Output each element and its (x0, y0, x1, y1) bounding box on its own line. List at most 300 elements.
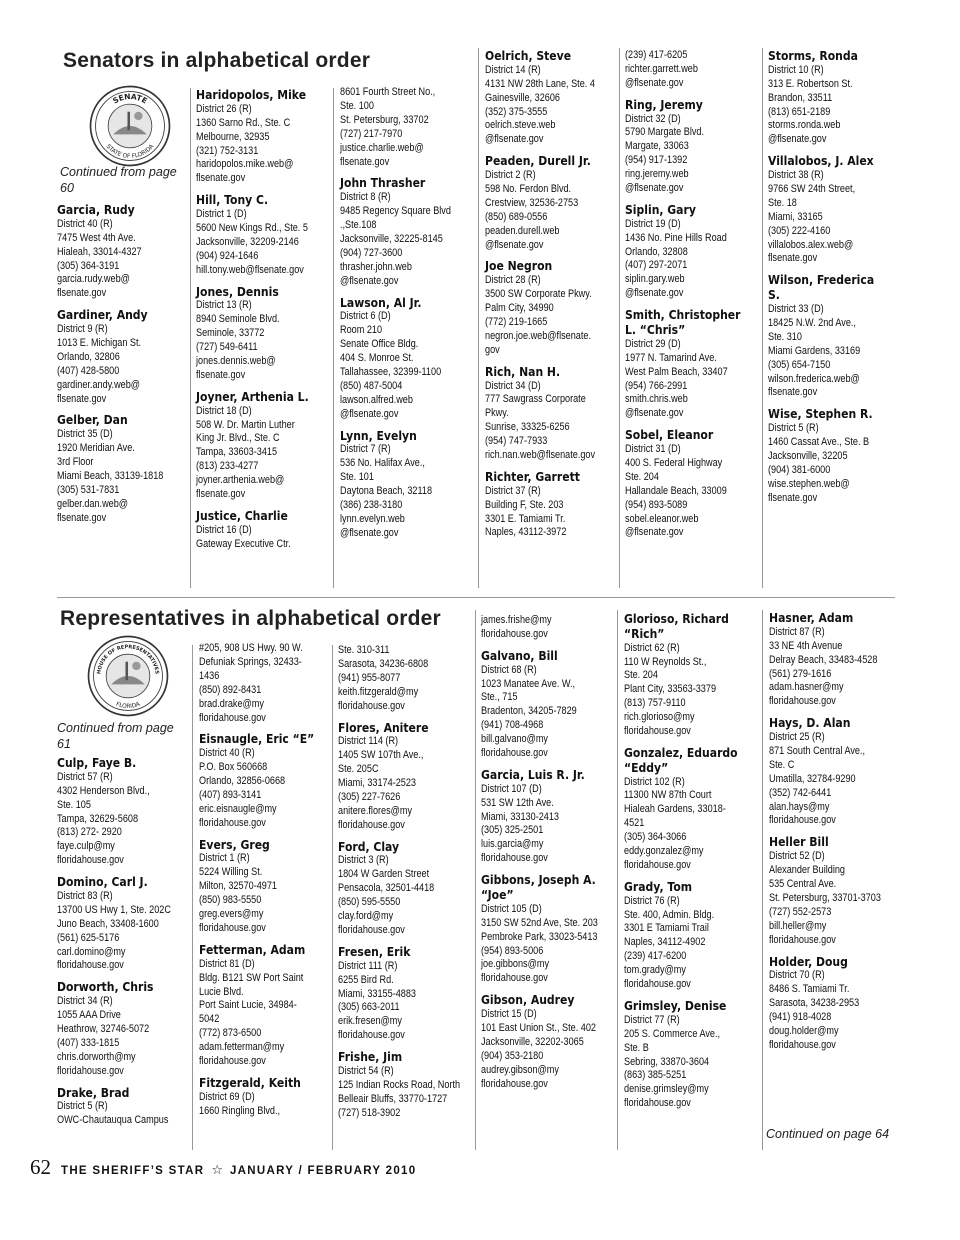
contact-line: 1055 AAA Drive (57, 1009, 121, 1022)
member-name: Grimsley, Denise (624, 998, 727, 1014)
member-name: Gardiner, Andy (57, 307, 148, 323)
contact-line: OWC-Chautauqua Campus (57, 1114, 169, 1127)
directory-entry (768, 407, 885, 505)
contact-line: Pkwy. (485, 407, 509, 420)
contact-line: (305) 663-2011 (338, 1001, 400, 1014)
contact-email[interactable]: alan.hays@my (769, 800, 830, 813)
member-name: Garcia, Rudy (57, 202, 135, 217)
contact-email[interactable]: @flsenate.gov (625, 526, 684, 539)
directory-entry (485, 259, 602, 357)
contact-email[interactable]: eddy.gonzalez@my (624, 845, 704, 858)
member-name: John Thrasher (340, 175, 426, 191)
directory-entry (57, 756, 174, 868)
contact-email[interactable]: hill.tony.web@flsenate.gov (196, 263, 304, 276)
member-name: Peaden, Durell Jr. (485, 153, 591, 169)
contact-line: District 5 (R) (57, 1100, 108, 1113)
contact-line: (239) 417-6200 (624, 950, 687, 963)
contact-email[interactable]: @flsenate.gov (625, 407, 684, 420)
senate-seal-icon (88, 84, 172, 168)
contact-line: (407) 893-3141 (199, 788, 262, 801)
contact-line: (813) 651-2189 (768, 105, 831, 118)
directory-entry (481, 614, 598, 642)
representatives-column-3 (338, 644, 461, 1128)
contact-email[interactable]: floridahouse.gov (481, 1077, 548, 1090)
contact-line: 871 South Central Ave., (769, 744, 866, 757)
contact-email[interactable]: jones.dennis.web@ (196, 354, 276, 367)
directory-entry (485, 470, 602, 540)
contact-line: Tampa, 32629-5608 (57, 812, 139, 825)
contact-line: District 83 (R) (57, 889, 113, 902)
contact-email[interactable]: keith.fitzgerald@my (338, 685, 419, 698)
contact-line: Orlando, 32806 (57, 350, 120, 363)
contact-line: District 102 (R) (624, 775, 685, 788)
contact-email[interactable]: thrasher.john.web (340, 260, 412, 273)
contact-line: District 70 (R) (769, 969, 825, 982)
contact-line: King Jr. Blvd., Ste. C (196, 432, 280, 445)
contact-email[interactable]: doug.holder@my (769, 1024, 839, 1037)
contact-email[interactable]: anitere.flores@my (338, 804, 413, 817)
contact-email[interactable]: ring.jeremy.web (625, 168, 689, 181)
contact-email[interactable]: floridahouse.gov (338, 924, 405, 936)
column-divider (475, 610, 476, 1150)
member-name: Fresen, Erik (338, 943, 411, 959)
contact-line: (941) 955-8077 (338, 671, 401, 684)
member-name: Gelber, Dan (57, 412, 128, 428)
contact-email[interactable]: lynn.evelyn.web (340, 512, 405, 525)
contact-email[interactable]: floridahouse.gov (624, 725, 691, 738)
contact-line: (954) 893-5006 (481, 944, 544, 957)
contact-line: Hialeah Gardens, 33018- (624, 803, 726, 816)
member-name: Hill, Tony C. (196, 192, 269, 208)
contact-line: District 19 (D) (625, 217, 681, 230)
contact-email[interactable]: floridahouse.gov (481, 747, 548, 760)
directory-entry (768, 49, 885, 147)
senators-column-3 (340, 86, 457, 548)
contact-line: District 54 (R) (338, 1064, 394, 1077)
directory-entry (485, 365, 602, 463)
contact-email[interactable]: floridahouse.gov (57, 854, 124, 867)
directory-entry (57, 203, 174, 301)
contact-line: Pembroke Park, 33023-5413 (481, 930, 598, 943)
contact-email[interactable]: rich.glorioso@my (624, 711, 695, 724)
contact-email[interactable]: storms.ronda.web (768, 119, 841, 132)
contact-line: St. Petersburg, 33701-3703 (769, 891, 881, 904)
contact-line: (954) 747-7933 (485, 435, 548, 448)
contact-email[interactable]: floridahouse.gov (338, 818, 405, 831)
contact-email[interactable]: villalobos.alex.web@ (768, 238, 854, 251)
contact-line: District 1 (R) (199, 852, 250, 865)
contact-line: 3rd Floor (57, 456, 94, 469)
directory-entry (196, 193, 313, 277)
contact-line: (561) 279-1616 (769, 667, 832, 680)
contact-email[interactable]: joe.gibbons@my (481, 958, 550, 971)
contact-line: Naples, 43112-3972 (485, 526, 567, 539)
contact-line: 5790 Margate Blvd. (625, 126, 705, 139)
contact-line: Ste. B (624, 1041, 649, 1054)
directory-entry (338, 644, 455, 714)
member-name: Lynn, Evelyn (340, 427, 417, 443)
contact-line: (305) 531-7831 (57, 483, 120, 496)
contact-email[interactable]: sobel.eleanor.web (625, 512, 699, 525)
contact-line: 1436 No. Pine Hills Road (625, 231, 727, 244)
representatives-column-5 (624, 612, 741, 1118)
contact-line: P.O. Box 560668 (199, 761, 268, 774)
contact-email[interactable]: gardiner.andy.web@ (57, 378, 141, 391)
directory-entry (481, 873, 598, 986)
contact-email[interactable]: floridahouse.gov (769, 695, 836, 708)
contact-email[interactable]: siplin.gary.web (625, 273, 685, 286)
directory-entry (196, 390, 313, 502)
directory-entry (481, 768, 598, 866)
contact-email[interactable]: tom.grady@my (624, 964, 686, 977)
member-name: Justice, Charlie (196, 507, 288, 523)
contact-line: St. Petersburg, 33702 (340, 113, 429, 126)
contact-line: Jacksonville, 32209-2146 (196, 235, 299, 248)
directory-entry (768, 154, 885, 266)
contact-line: Ste. 101 (340, 471, 374, 484)
contact-line: (850) 487-5004 (340, 379, 403, 392)
star-icon: ☆ (211, 1163, 223, 1178)
house-seal-bottom-text: FLORIDA (114, 701, 142, 710)
contact-line: Hallandale Beach, 33009 (625, 484, 727, 497)
contact-email[interactable]: floridahouse.gov (481, 627, 548, 640)
issue-date: JANUARY / FEBRUARY 2010 (229, 1165, 417, 1177)
contact-email[interactable]: oelrich.steve.web (485, 119, 556, 132)
contact-line: District 35 (D) (57, 428, 113, 441)
directory-entry (196, 88, 313, 186)
senators-column-5 (625, 49, 742, 547)
contact-email[interactable]: flsenate.gov (196, 368, 246, 381)
contact-email[interactable]: lawson.alfred.web (340, 393, 413, 406)
contact-line: (305) 654-7150 (768, 358, 831, 371)
contact-email[interactable]: @flsenate.gov (625, 287, 684, 300)
contact-line: (850) 689-0556 (485, 210, 548, 223)
contact-line: 3301 E Tamiami Trail (624, 922, 709, 935)
directory-entry (199, 732, 316, 830)
contact-email[interactable]: rich.nan.web@flsenate.gov (485, 449, 596, 462)
contact-line: District 31 (D) (625, 443, 681, 456)
contact-line: Miami Beach, 33139-1818 (57, 469, 164, 482)
contact-line: District 15 (D) (481, 1008, 537, 1021)
contact-line: 1360 Sarno Rd., Ste. C (196, 116, 291, 129)
contact-line: District 34 (R) (57, 995, 113, 1008)
contact-line: District 8 (R) (340, 191, 391, 204)
contact-line: Pensacola, 32501-4418 (338, 882, 435, 895)
contact-line: Gainesville, 32606 (485, 91, 560, 104)
member-name: Fitzgerald, Keith (199, 1074, 301, 1090)
directory-entry (57, 875, 174, 973)
member-name: Glorioso, Richard “Rich” (624, 611, 729, 641)
contact-email[interactable]: greg.evers@my (199, 908, 264, 921)
contact-line: (850) 892-8431 (199, 683, 262, 696)
contact-line: (305) 222-4160 (768, 224, 831, 237)
contact-line: Defuniak Springs, 32433- (199, 655, 302, 668)
contact-email[interactable]: floridahouse.gov (624, 978, 691, 991)
contact-email[interactable]: floridahouse.gov (338, 699, 405, 712)
contact-email[interactable]: flsenate.gov (768, 491, 818, 504)
contact-email[interactable]: flsenate.gov (196, 172, 246, 185)
contact-email[interactable]: denise.grimsley@my (624, 1083, 709, 1096)
contact-line: Miami, 33165 (768, 210, 823, 223)
contact-email[interactable]: @flsenate.gov (625, 76, 684, 89)
contact-line: Tampa, 33603-3415 (196, 446, 278, 459)
directory-entry (196, 509, 313, 552)
member-name: Oelrich, Steve (485, 48, 572, 63)
contact-line: Plant City, 33563-3379 (624, 683, 717, 696)
senators-column-6 (768, 49, 885, 513)
contact-line: District 37 (R) (485, 484, 541, 497)
contact-line: District 33 (D) (768, 302, 824, 315)
directory-entry (769, 611, 886, 709)
contact-line: 404 S. Monroe St. (340, 352, 414, 365)
directory-entry (199, 838, 316, 936)
contact-line: (904) 381-6000 (768, 463, 831, 476)
representatives-column-1 (57, 756, 174, 1135)
contact-line: District 10 (R) (768, 63, 824, 76)
contact-email[interactable]: haridopolos.mike.web@ (196, 158, 294, 171)
member-name: Flores, Anitere (338, 719, 429, 735)
representatives-column-4 (481, 614, 598, 1098)
member-name: Evers, Greg (199, 836, 270, 852)
contact-email[interactable]: floridahouse.gov (481, 972, 548, 985)
directory-entry (485, 154, 602, 252)
contact-email[interactable]: flsenate.gov (57, 287, 107, 300)
contact-email[interactable]: floridahouse.gov (57, 959, 124, 972)
member-name: Heller Bill (769, 834, 829, 850)
contact-line: District 105 (D) (481, 902, 542, 915)
contact-line: 1920 Meridian Ave. (57, 442, 135, 455)
contact-email[interactable]: floridahouse.gov (338, 1029, 405, 1042)
contact-line: Ste. 204 (625, 470, 659, 483)
contact-email[interactable]: negron.joe.web@flsenate. (485, 329, 591, 342)
contact-email[interactable]: garcia.rudy.web@ (57, 273, 130, 286)
contact-line: Ste. C (769, 758, 795, 771)
column-divider (190, 88, 191, 588)
contact-email[interactable]: flsenate.gov (340, 155, 390, 168)
contact-email[interactable]: floridahouse.gov (199, 1055, 266, 1068)
contact-line: (386) 238-3180 (340, 499, 403, 512)
contact-line: Bldg. B121 SW Port Saint (199, 971, 304, 984)
directory-entry (768, 273, 885, 400)
contact-email[interactable]: luis.garcia@my (481, 838, 544, 851)
contact-line: 11300 NW 87th Court (624, 789, 712, 802)
member-name: Sobel, Eleanor (625, 427, 714, 443)
contact-email[interactable]: carl.domino@my (57, 945, 126, 958)
contact-email[interactable]: justice.charlie.web@ (340, 141, 424, 154)
contact-line: District 38 (R) (768, 169, 824, 182)
contact-line: 33 NE 4th Avenue (769, 639, 843, 652)
contact-email[interactable]: floridahouse.gov (481, 852, 548, 865)
contact-email[interactable]: @flsenate.gov (340, 274, 399, 287)
contact-line: District 9 (R) (57, 323, 108, 336)
contact-email[interactable]: gelber.dan.web@ (57, 497, 129, 510)
contact-line: (904) 924-1646 (196, 249, 259, 262)
contact-line: 7475 West 4th Ave. (57, 231, 136, 244)
contact-line: (407) 333-1815 (57, 1036, 120, 1049)
contact-line: Heathrow, 32746-5072 (57, 1022, 150, 1035)
contact-line: (727) 518-3902 (338, 1106, 401, 1119)
contact-line: 1804 W Garden Street (338, 868, 430, 881)
directory-entry (481, 649, 598, 761)
member-name: Hasner, Adam (769, 610, 854, 625)
contact-email[interactable]: adam.hasner@my (769, 681, 844, 694)
contact-email[interactable]: floridahouse.gov (769, 814, 836, 827)
contact-line: 110 W Reynolds St., (624, 655, 707, 668)
column-divider (762, 610, 763, 1150)
contact-line: Orlando, 32808 (625, 245, 688, 258)
contact-line: Tallahassee, 32399-1100 (340, 366, 442, 378)
member-name: Holder, Doug (769, 953, 848, 969)
member-name: Grady, Tom (624, 878, 693, 894)
contact-email[interactable]: flsenate.gov (196, 488, 246, 501)
contact-line: .,Ste.108 (340, 219, 377, 232)
contact-email[interactable]: floridahouse.gov (624, 1097, 691, 1110)
contact-line: Jacksonville, 32225-8145 (340, 232, 443, 245)
contact-email[interactable]: @flsenate.gov (485, 238, 544, 251)
contact-email[interactable]: @flsenate.gov (340, 407, 399, 420)
contact-email[interactable]: flsenate.gov (57, 392, 107, 405)
contact-line: (727) 552-2573 (769, 905, 832, 918)
contact-line: Sarasota, 34238-2953 (769, 997, 860, 1010)
contact-line: 9766 SW 24th Street, (768, 182, 856, 195)
contact-email[interactable]: floridahouse.gov (199, 711, 266, 724)
contact-line: (239) 417-6205 (625, 49, 688, 61)
contact-line: 3500 SW Corporate Pkwy. (485, 288, 592, 301)
directory-entry (769, 835, 886, 947)
contact-email[interactable]: smith.chris.web (625, 393, 688, 406)
contact-email[interactable]: gov (485, 343, 500, 356)
contact-line: 598 No. Ferdon Blvd. (485, 182, 572, 195)
member-name: Ring, Jeremy (625, 96, 703, 112)
section-divider (57, 597, 895, 598)
contact-email[interactable]: floridahouse.gov (199, 816, 266, 829)
contact-line: (813) 757-9110 (624, 697, 686, 710)
contact-line: Crestview, 32536-2753 (485, 196, 579, 209)
contact-line: (727) 549-6411 (196, 341, 258, 354)
contact-line: Jacksonville, 32202-3065 (481, 1035, 584, 1048)
contact-line: 1460 Cassat Ave., Ste. B (768, 436, 870, 449)
contact-line: (305) 227-7626 (338, 790, 401, 803)
contact-email[interactable]: chris.dorworth@my (57, 1050, 136, 1063)
senators-heading: Senators in alphabetical order (63, 49, 371, 72)
contact-email[interactable]: floridahouse.gov (57, 1064, 124, 1077)
contact-line: (352) 375-3555 (485, 105, 548, 118)
contact-email[interactable]: brad.drake@my (199, 697, 264, 710)
directory-entry (625, 203, 742, 301)
contact-line: 531 SW 12th Ave. (481, 796, 554, 809)
contact-email[interactable]: flsenate.gov (768, 252, 818, 265)
contact-email[interactable]: eric.eisnaugle@my (199, 802, 277, 815)
contact-email[interactable]: james.frishe@my (481, 614, 552, 626)
contact-line: Miami, 33155-4883 (338, 987, 417, 1000)
directory-entry (196, 285, 313, 383)
contact-line: 536 No. Halifax Ave., (340, 457, 425, 470)
contact-line: District 81 (D) (199, 957, 255, 970)
contact-line: District 28 (R) (485, 274, 541, 287)
contact-line: Jacksonville, 32205 (768, 449, 848, 462)
contact-line: #205, 908 US Hwy. 90 W. (199, 642, 303, 654)
directory-entry (338, 945, 455, 1043)
contact-line: (941) 708-4968 (481, 719, 544, 732)
contact-email[interactable]: floridahouse.gov (769, 1038, 836, 1051)
contact-line: (904) 353-2180 (481, 1049, 544, 1062)
directory-entry (481, 993, 598, 1091)
contact-email[interactable]: bill.galvano@my (481, 733, 548, 746)
member-name: Eisnaugle, Eric “E” (199, 731, 315, 747)
contact-email[interactable]: audrey.gibson@my (481, 1063, 559, 1076)
member-name: Gibson, Audrey (481, 992, 575, 1008)
contact-line: Bradenton, 34205-7829 (481, 705, 577, 718)
contact-line: Umatilla, 32784-9290 (769, 772, 856, 785)
contact-email[interactable]: @flsenate.gov (485, 133, 544, 146)
contact-email[interactable]: @flsenate.gov (768, 133, 827, 146)
contact-email[interactable]: @flsenate.gov (340, 526, 399, 539)
contact-line: Orlando, 32856-0668 (199, 775, 286, 788)
contact-line: 1977 N. Tamarind Ave. (625, 351, 717, 364)
contact-line: Melbourne, 32935 (196, 130, 270, 143)
contact-email[interactable]: bill.heller@my (769, 919, 827, 932)
member-name: Galvano, Bill (481, 647, 558, 663)
contact-email[interactable]: @flsenate.gov (625, 182, 684, 195)
contact-line: (561) 625-5176 (57, 931, 120, 944)
contact-line: Ste. 310 (768, 330, 802, 343)
contact-line: (954) 917-1392 (625, 154, 688, 167)
member-name: Storms, Ronda (768, 48, 858, 63)
column-divider (617, 610, 618, 1150)
contact-line: 8940 Seminole Blvd. (196, 313, 280, 326)
contact-line: 9485 Regency Square Blvd (340, 205, 451, 218)
contact-email[interactable]: richter.garrett.web (625, 62, 698, 75)
contact-email[interactable]: erik.fresen@my (338, 1015, 402, 1028)
member-name: Joe Negron (485, 258, 553, 274)
directory-entry (624, 746, 741, 873)
contact-line: 13700 US Hwy 1, Ste. 202C (57, 903, 171, 916)
directory-entry (624, 612, 741, 739)
contact-email[interactable]: joyner.arthenia.web@ (196, 474, 285, 487)
contact-line: Sebring, 33870-3604 (624, 1055, 710, 1068)
contact-email[interactable]: flsenate.gov (768, 386, 818, 399)
contact-email[interactable]: floridahouse.gov (199, 922, 266, 934)
contact-email[interactable]: wise.stephen.web@ (768, 477, 850, 490)
page-footer (30, 1155, 416, 1180)
contact-line: (941) 918-4028 (769, 1011, 832, 1024)
contact-email[interactable]: floridahouse.gov (769, 933, 836, 946)
contact-line: District 2 (R) (485, 169, 536, 182)
contact-email[interactable]: clay.ford@my (338, 910, 394, 923)
senators-column-4 (485, 49, 602, 547)
contact-line: 6255 Bird Rd. (338, 973, 394, 986)
contact-line: Hialeah, 33014-4327 (57, 245, 142, 258)
contact-line: Room 210 (340, 324, 383, 337)
contact-line: 125 Indian Rocks Road, North (338, 1078, 461, 1091)
member-name: Richter, Garrett (485, 468, 580, 484)
contact-email[interactable]: adam.fetterman@my (199, 1041, 285, 1054)
member-name: Gibbons, Joseph A. “Joe” (481, 872, 596, 902)
contact-email[interactable]: flsenate.gov (57, 511, 107, 524)
representatives-continued-from: Continued from page 61 (57, 721, 174, 751)
contact-line: Lucie Blvd. (199, 985, 244, 998)
contact-email[interactable]: floridahouse.gov (624, 858, 691, 871)
contact-line: Miami, 33130-2413 (481, 810, 560, 823)
directory-entry (199, 1076, 316, 1119)
directory-entry (199, 943, 316, 1069)
contact-line: District 68 (R) (481, 663, 537, 676)
contact-email[interactable]: wilson.frederica.web@ (768, 372, 860, 385)
contact-email[interactable]: faye.culp@my (57, 840, 115, 853)
member-name: Culp, Faye B. (57, 755, 137, 770)
column-divider (332, 645, 333, 1150)
contact-email[interactable]: peaden.durell.web (485, 224, 560, 237)
